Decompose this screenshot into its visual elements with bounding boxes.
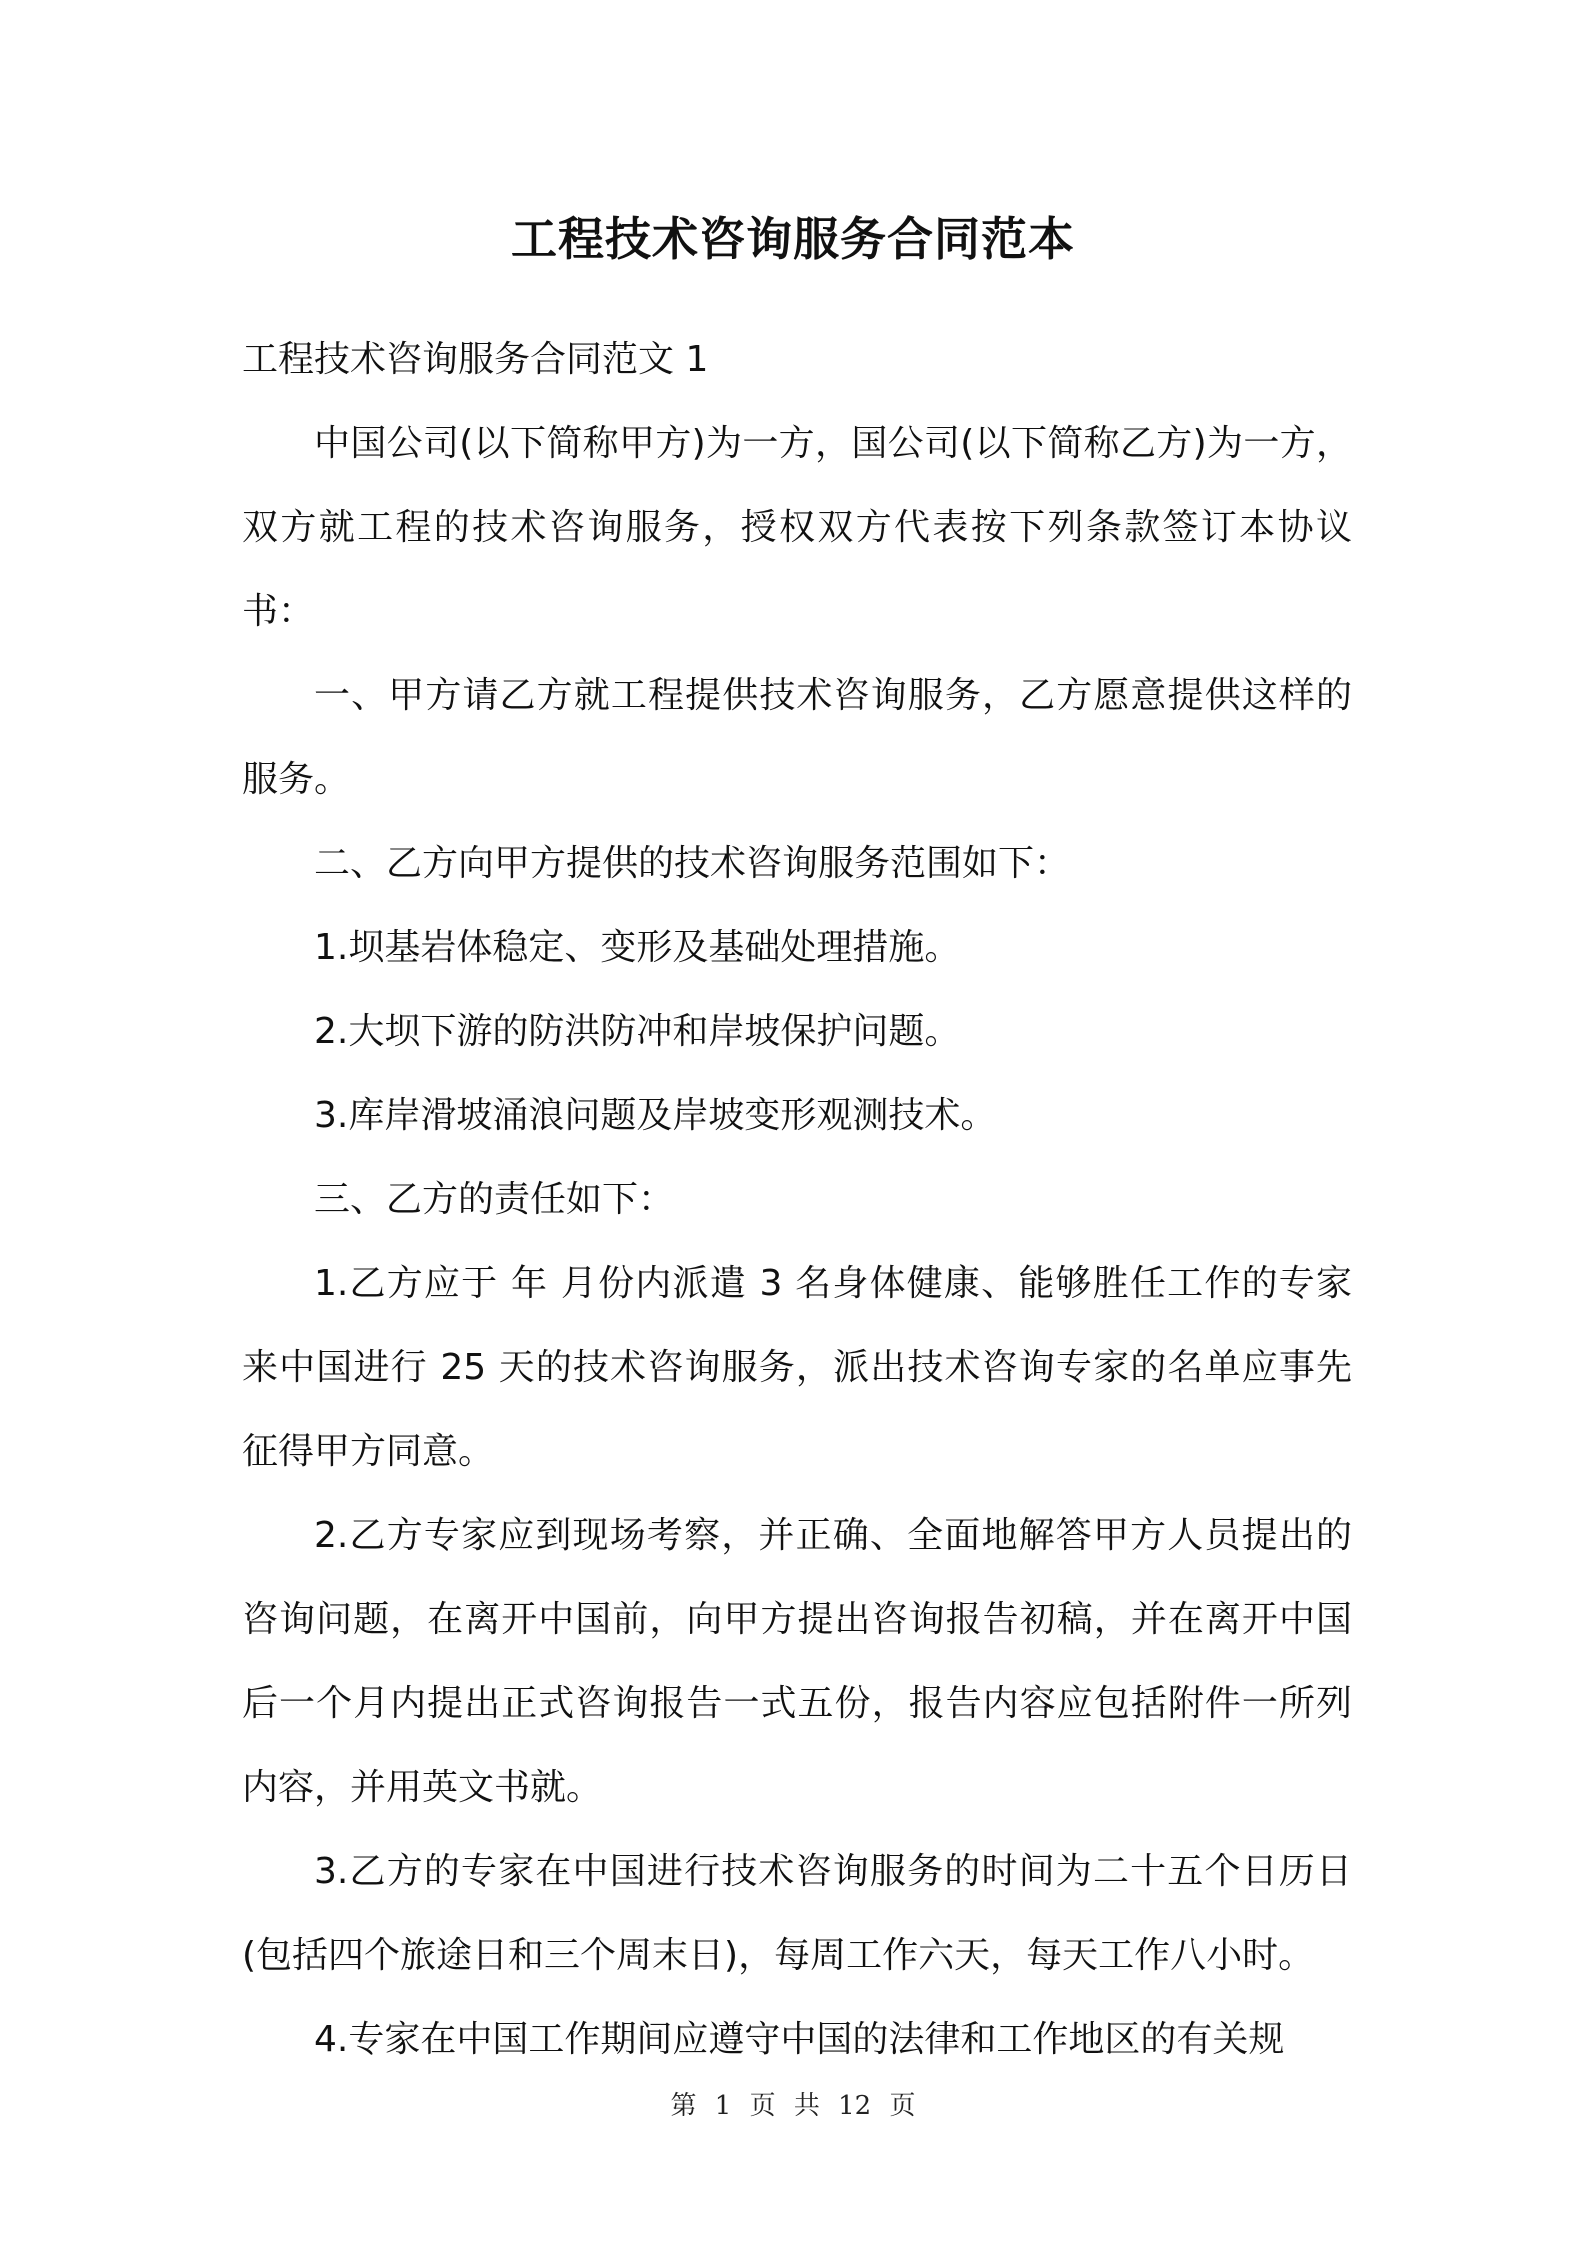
paragraph-clause-2: 二、乙方向甲方提供的技术咨询服务范围如下： <box>314 843 1071 884</box>
document-title: 工程技术咨询服务合同范本 <box>511 212 1075 266</box>
page-number-footer: 第 1 页 共 12 页 <box>670 2091 916 2121</box>
paragraph-scope-item-1: 1.坝基岩体稳定、变形及基础处理措施。 <box>314 927 961 968</box>
paragraph-scope-item-3: 3.库岸滑坡涌浪问题及岸坡变形观测技术。 <box>314 1095 997 1136</box>
paragraph-duty-item-1: 1.乙方应于 年 月份内派遣 3 名身体健康、能够胜任工作的专家来中国进行 25 天的技术咨询服务，派出技术咨询专家的名单应事先征得甲方同意。 <box>242 1263 1352 1472</box>
paragraph-duty-item-2: 2.乙方专家应到现场考察，并正确、全面地解答甲方人员提出的咨询问题，在离开中国前，向甲方提出咨询报告初稿，并在离开中国后一个月内提出正式咨询报告一式五份，报告内容应包括附件一所列内容，并用英文书就。 <box>242 1515 1352 1808</box>
paragraph-clause-3: 三、乙方的责任如下： <box>314 1179 675 1220</box>
paragraph-intro: 中国公司(以下简称甲方)为一方，国公司(以下简称乙方)为一方，双方就工程的技术咨询服务，授权双方代表按下列条款签订本协议书： <box>242 423 1352 632</box>
paragraph-clause-1: 一、甲方请乙方就工程提供技术咨询服务，乙方愿意提供这样的服务。 <box>242 675 1352 800</box>
paragraph-duty-item-3: 3.乙方的专家在中国进行技术咨询服务的时间为二十五个日历日(包括四个旅途日和三个周末日)，每周工作六天，每天工作八小时。 <box>242 1851 1352 1976</box>
document-body <box>242 318 1352 2082</box>
document-subtitle: 工程技术咨询服务合同范文 1 <box>242 339 709 380</box>
paragraph-scope-item-2: 2.大坝下游的防洪防冲和岸坡保护问题。 <box>314 1011 961 1052</box>
paragraph-duty-item-4: 4.专家在中国工作期间应遵守中国的法律和工作地区的有关规 <box>314 2019 1285 2060</box>
